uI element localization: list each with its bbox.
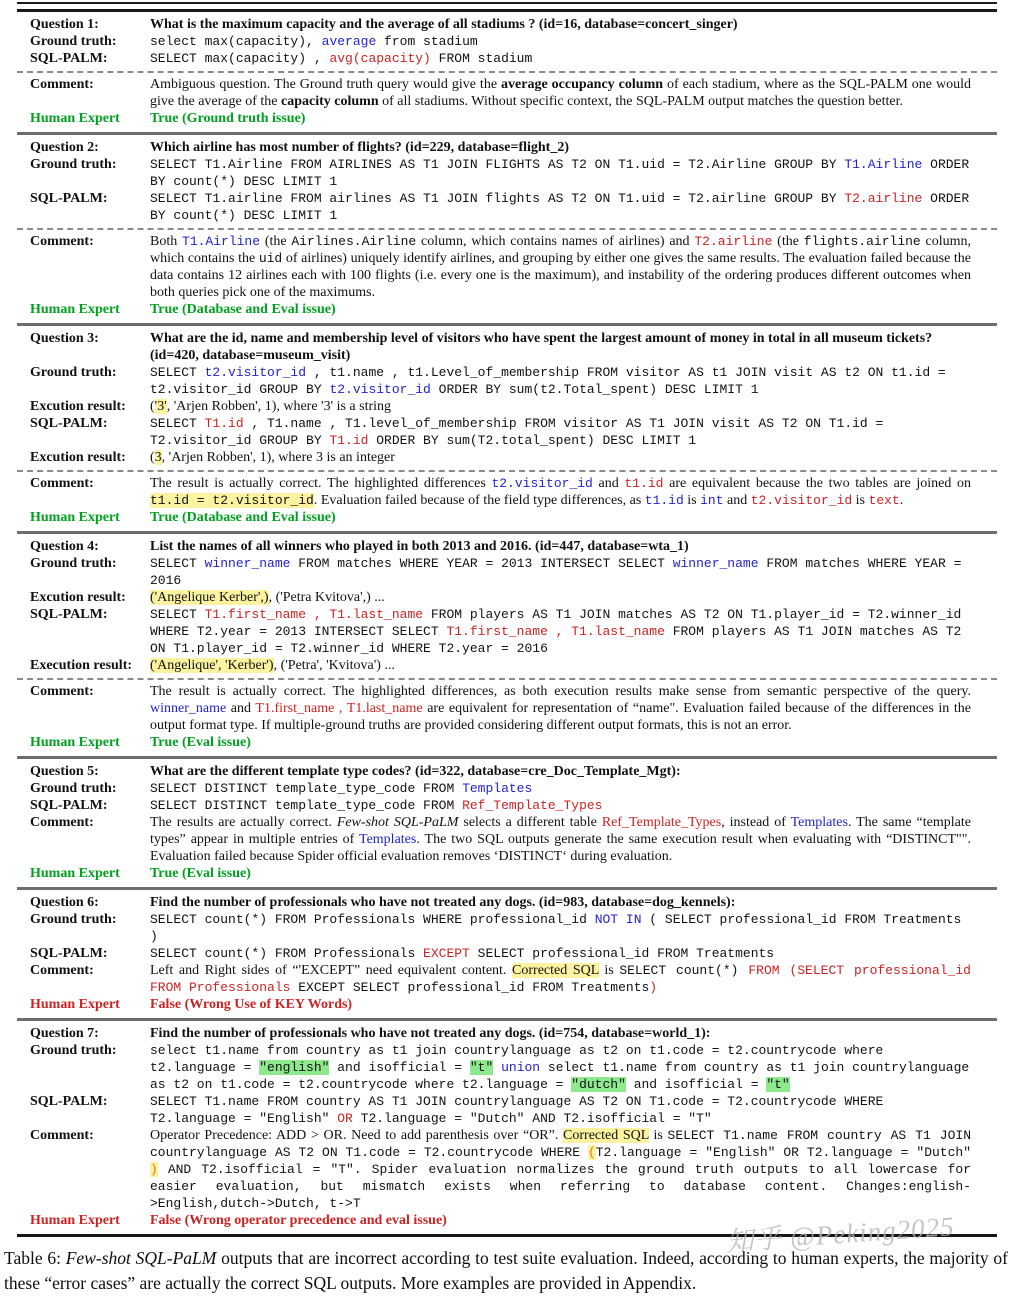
row-content [150, 449, 997, 466]
row-content [150, 301, 997, 318]
row-content [150, 780, 997, 797]
row-content [150, 233, 997, 301]
text-segment: SELECT [150, 607, 205, 622]
text-segment: winner_name [150, 701, 227, 716]
text-segment: SELECT professional_id FROM Treatments [469, 946, 775, 961]
table-top-rule [17, 2, 997, 12]
row-label: Comment: [30, 476, 94, 491]
row-label: SQL-PALM: [30, 51, 108, 66]
row-content [150, 763, 997, 780]
text-segment: T2.language = "English" OR T2.language = "Dutch" [595, 1145, 972, 1160]
row-label: SQL-PALM: [30, 607, 108, 622]
text-segment: ) [150, 1162, 158, 1177]
question-section [17, 12, 997, 132]
row-content [150, 398, 997, 415]
row-content [150, 364, 997, 398]
text-segment: . Evaluation failed because of the field type differences, as [313, 493, 645, 508]
table-body [17, 12, 997, 1234]
comment-row [17, 678, 997, 734]
row-content [150, 1042, 997, 1093]
text-segment: Templates [790, 815, 848, 830]
row-label: Ground truth: [30, 912, 117, 927]
comment-row [17, 1127, 997, 1212]
text-segment: flights.airline [803, 234, 921, 249]
text-segment: and isofficial = [625, 1077, 767, 1092]
comment-row [17, 470, 997, 509]
text-segment: '3' [154, 399, 167, 414]
text-segment: T2.language = "Dutch" AND T2.isofficial = "T" [352, 1111, 712, 1126]
text-segment: t1.id [644, 493, 684, 508]
text-segment: EXCEPT SELECT professional_id FROM Treatments [290, 980, 650, 995]
text-segment: of airlines) uniquely identify airlines, and grouping by either one gives the same results. The evaluation failed because the data contains 12 airlines each with 100 flights (i.e. every one is the maximum), and instability of the ordering produces different outcomes when both queries pick one of the maximums. [150, 251, 971, 300]
row-content [150, 734, 997, 751]
row-label: Comment: [30, 1128, 94, 1143]
text-segment: SELECT [150, 416, 205, 431]
text-segment: is [683, 493, 701, 508]
text-segment: union [501, 1060, 541, 1075]
text-segment: Which airline has most number of flights? (id=229, database=flight_2) [150, 140, 570, 155]
row-content [150, 589, 997, 606]
text-segment: t2.visitor_id [329, 382, 431, 397]
row-content [150, 865, 997, 882]
text-segment: What is the maximum capacity and the average of all stadiums ? (id=16, database=concert_singer) [150, 17, 738, 32]
ground-truth-row [17, 780, 997, 797]
ground-truth-row [17, 156, 997, 190]
text-segment: FROM matches WHERE YEAR = 2016 [150, 556, 962, 588]
row-content [150, 415, 997, 449]
row-label: Ground truth: [30, 34, 117, 49]
text-segment: True (Database and Eval issue) [150, 302, 336, 317]
text-segment: T2.airline [844, 191, 923, 206]
text-segment: SELECT DISTINCT template_type_code FROM [150, 798, 463, 813]
text-segment: , ('Petra Kvitova',) ... [268, 590, 385, 605]
row-content [150, 1025, 997, 1042]
text-segment: FROM stadium [430, 51, 533, 66]
text-segment: SELECT DISTINCT template_type_code FROM [150, 781, 463, 796]
text-segment: selects a different table [458, 815, 602, 830]
row-label: Excution result: [30, 590, 126, 605]
excution-result-row [17, 589, 997, 606]
text-segment: Find the number of professionals who have not treated any dogs. (id=983, database=dog_kennels): [150, 895, 736, 910]
text-segment: FROM players AS T1 JOIN matches AS T2 ON T1.player_id = T2.winner_id WHERE T2.year = 2016 [150, 624, 962, 656]
text-segment: SELECT count(*) [619, 963, 749, 978]
text-segment: Airlines.Airline [291, 234, 417, 249]
row-content [150, 797, 997, 814]
text-segment: ORDER BY count(*) DESC LIMIT 1 [150, 191, 970, 223]
text-segment: select t1.name from country as t1 join countrylanguage as t2 on t1.code = t2.countrycode where t2.language = [150, 1060, 970, 1092]
human-expert-row [17, 301, 997, 318]
text-segment: FROM (SELECT professional_id FROM Professionals [150, 963, 971, 995]
text-segment: SELECT [150, 556, 205, 571]
text-segment: average occupancy column [501, 77, 664, 92]
text-segment: , ('Petra', 'Kvitova') ... [273, 658, 395, 673]
row-content [150, 33, 997, 50]
text-segment: T1.Airline [182, 234, 261, 249]
row-label: SQL-PALM: [30, 191, 108, 206]
text-segment: are equivalent for representation of “name". Evaluation failed because of the differences in the output format type. If multiple-ground truths are provided considering different output formats, this is not an error. [150, 701, 972, 733]
question-6-row [17, 894, 997, 911]
text-segment: t2.visitor_id [204, 365, 307, 380]
text-segment: winner_name [672, 556, 759, 571]
row-label: Question 6: [30, 895, 99, 910]
question-1-row [17, 16, 997, 33]
text-segment: t1.id = t2.visitor_id [150, 493, 314, 508]
text-segment: . The same “template types” appear in multiple entries of [150, 815, 971, 847]
text-segment: (the [772, 234, 804, 249]
text-segment: What are the different template type codes? (id=322, database=cre_Doc_Template_Mgt): [150, 764, 681, 779]
text-segment: List the names of all winners who played in both 2013 and 2016. (id=447, database=wta_1) [150, 539, 689, 554]
human-expert-row [17, 1212, 997, 1229]
row-label: SQL-PALM: [30, 1094, 108, 1109]
comment-row [17, 71, 997, 110]
text-segment: Templates [359, 832, 417, 847]
text-segment: Corrected SQL [563, 1128, 649, 1143]
text-segment: is [598, 963, 620, 978]
human-expert-row [17, 996, 997, 1013]
text-segment: winner_name [204, 556, 291, 571]
text-segment: Operator Precedence: ADD > OR. Need to add parenthesis over “OR”. [150, 1128, 564, 1143]
question-section [17, 1018, 997, 1234]
row-content [150, 330, 997, 364]
text-segment: SELECT T1.name FROM country AS T1 JOIN countrylanguage AS T2 ON T1.code = T2.countrycode WHERE [150, 1128, 971, 1160]
text-segment: T1.id [204, 416, 244, 431]
row-label: Comment: [30, 815, 94, 830]
text-segment: is [648, 1128, 668, 1143]
text-segment: , 'Arjen Robben', 1), where 3 is an integer [161, 450, 395, 465]
row-content [150, 945, 997, 962]
text-segment: T1.Airline [844, 157, 923, 172]
text-segment: t2.visitor_id [750, 493, 853, 508]
text-segment: "english" [259, 1060, 330, 1075]
text-segment: outputs that are incorrect according to test suite evaluation. Indeed, according to human experts, the majority of these “error cases” are actually the correct SQL outputs. More examples are provided in Appendix. [4, 1248, 1009, 1293]
row-label: Ground truth: [30, 556, 117, 571]
text-segment [493, 1060, 501, 1075]
text-segment: capacity column [281, 94, 379, 109]
human-expert-row [17, 865, 997, 882]
row-content [150, 139, 997, 156]
excution-result-row [17, 398, 997, 415]
text-segment: FROM matches WHERE YEAR = 2013 INTERSECT SELECT [290, 556, 673, 571]
human-expert-row [17, 110, 997, 127]
text-segment: ('Angelique', 'Kerber') [150, 658, 274, 673]
row-content [150, 509, 997, 526]
row-content [150, 814, 997, 865]
row-content [150, 911, 997, 945]
row-content [150, 190, 997, 224]
text-segment: uid [258, 251, 283, 266]
comment-row [17, 962, 997, 996]
text-segment: "t" [766, 1077, 790, 1092]
text-segment: SELECT T1.airline FROM airlines AS T1 JOIN flights AS T2 ON T1.uid = T2.airline GROUP BY [150, 191, 845, 206]
text-segment: , t1.name , t1.Level_of_membership FROM visitor AS t1 JOIN visit AS t2 ON t1.id = t2.visitor_id GROUP BY [150, 365, 946, 397]
paper-page [0, 2, 1014, 1293]
row-content [150, 1212, 997, 1229]
text-segment: are equivalent because the two tables are joined on [663, 476, 972, 491]
text-segment: True (Database and Eval issue) [150, 510, 336, 525]
text-segment: ('Angelique Kerber',) [150, 590, 269, 605]
text-segment: ( [587, 1145, 596, 1160]
row-label: Human Expert [30, 111, 120, 126]
text-segment: Corrected SQL [512, 963, 599, 978]
text-segment: ( [150, 450, 155, 465]
text-segment: Templates [462, 781, 533, 796]
sql-palm-row [17, 415, 997, 449]
row-label: Human Expert [30, 510, 120, 525]
text-segment: SELECT count(*) FROM Professionals [150, 946, 424, 961]
row-label: Human Expert [30, 866, 120, 881]
text-segment: int [700, 493, 724, 508]
row-content [150, 657, 997, 674]
question-5-row [17, 763, 997, 780]
text-segment: AND T2.isofficial = "T". Spider evaluation normalizes the ground truth outputs to all lowercase for easier evaluation, but mismatch exists when referring to database content. Changes:english->English,dutch->Dutch, t->T [150, 1162, 971, 1211]
row-content [150, 76, 997, 110]
row-content [150, 894, 997, 911]
text-segment: and isofficial = [329, 1060, 470, 1075]
row-label: SQL-PALM: [30, 416, 108, 431]
row-content [150, 683, 997, 734]
ground-truth-row [17, 33, 997, 50]
text-segment: The result is actually correct. The highlighted differences [150, 476, 492, 491]
text-segment: SELECT [150, 365, 205, 380]
text-segment: and [723, 493, 751, 508]
text-segment: SELECT count(*) FROM Professionals WHERE professional_id [150, 912, 595, 927]
row-label: Ground truth: [30, 781, 117, 796]
text-segment: Few-shot SQL-PaLM [336, 815, 459, 830]
execution-result-row [17, 657, 997, 674]
text-segment: of all stadiums. Without specific context, the SQL-PALM output matches the question better. [378, 94, 903, 109]
row-content [150, 156, 997, 190]
row-label: Ground truth: [30, 157, 117, 172]
text-segment: . [899, 493, 904, 508]
row-label: Question 3: [30, 331, 99, 346]
row-label: Comment: [30, 77, 94, 92]
row-label: Excution result: [30, 399, 126, 414]
row-label: Execution result: [30, 658, 133, 673]
watermark: 知乎 @Peking2025 [725, 1211, 956, 1257]
row-label: Excution result: [30, 450, 126, 465]
text-segment: ORDER BY count(*) DESC LIMIT 1 [150, 157, 970, 189]
row-label: Ground truth: [30, 1043, 117, 1058]
text-segment: The results are actually correct. [150, 815, 337, 830]
text-segment: ORDER BY sum(t2.Total_spent) DESC LIMIT 1 [430, 382, 759, 397]
question-section [17, 756, 997, 887]
text-segment: Ambiguous question. The Ground truth query would give the [150, 77, 502, 92]
question-2-row [17, 139, 997, 156]
text-segment: column, which contains the [150, 234, 972, 266]
row-content [150, 606, 997, 657]
text-segment: . The two SQL outputs generate the same execution result when evaluating with “DISTINCT"". Evaluation failed because Spider official evaluation removes ‘DISTINCT‘ during evaluation. [150, 832, 971, 864]
text-segment: select t1.name from country as t1 join countrylanguage as t2 on t1.code = t2.countrycode where t2.language = [150, 1043, 884, 1075]
text-segment: T2.airline [694, 234, 773, 249]
row-content [150, 50, 997, 67]
text-segment: SELECT max(capacity) , [150, 51, 330, 66]
question-section [17, 887, 997, 1018]
text-segment: 3 [154, 450, 162, 465]
text-segment: True (Eval issue) [150, 866, 251, 881]
row-label: Question 7: [30, 1026, 99, 1041]
text-segment: Few-shot SQL-PaLM [65, 1248, 217, 1268]
row-label: Human Expert [30, 1213, 120, 1228]
text-segment: False (Wrong operator precedence and eval issue) [150, 1213, 447, 1228]
ground-truth-row [17, 1042, 997, 1093]
question-3-row [17, 330, 997, 364]
text-segment: Table 6: [4, 1248, 66, 1268]
text-segment: OR [337, 1111, 353, 1126]
text-segment: of each stadium, where as the SQL-PALM one would give the average of the [150, 77, 971, 109]
table-caption [4, 1246, 1008, 1296]
question-7-row [17, 1025, 997, 1042]
text-segment: and [226, 701, 256, 716]
text-segment: ) [649, 980, 658, 995]
sql-palm-row [17, 606, 997, 657]
row-label: Comment: [30, 963, 94, 978]
row-content [150, 110, 997, 127]
excution-result-row [17, 449, 997, 466]
ground-truth-row [17, 555, 997, 589]
row-label: Question 5: [30, 764, 99, 779]
row-label: Human Expert [30, 302, 120, 317]
text-segment: T1.first_name , T1.last_name [446, 624, 665, 639]
row-label: Comment: [30, 234, 94, 249]
comment-row [17, 814, 997, 865]
text-segment: , 'Arjen Robben', 1), where '3' is a string [166, 399, 392, 414]
row-content [150, 962, 997, 996]
text-segment: True (Ground truth issue) [150, 111, 306, 126]
text-segment: "t" [469, 1060, 494, 1075]
human-expert-row [17, 509, 997, 526]
row-label: Human Expert [30, 997, 120, 1012]
text-segment: Ref_Template_Types [462, 798, 603, 813]
text-segment: SELECT T1.Airline FROM AIRLINES AS T1 JOIN FLIGHTS AS T2 ON T1.uid = T2.Airline GROUP BY [150, 157, 845, 172]
row-content [150, 1093, 997, 1127]
row-content [150, 555, 997, 589]
ground-truth-row [17, 364, 997, 398]
row-label: SQL-PALM: [30, 946, 108, 961]
text-segment: column, which contains names of airlines) and [416, 234, 695, 249]
question-section [17, 531, 997, 756]
text-segment: , T1.name , T1.level_of_membership FROM visitor AS T1 JOIN visit AS T2 ON T1.id = T2.visitor_id GROUP BY [150, 416, 884, 448]
text-segment: Ref_Template_Types [601, 815, 722, 830]
text-segment: NOT IN [594, 912, 642, 927]
sql-palm-row [17, 50, 997, 67]
text-segment: T1.id [329, 433, 369, 448]
row-label: Human Expert [30, 735, 120, 750]
text-segment: text [868, 493, 900, 508]
question-4-row [17, 538, 997, 555]
text-segment: Left and Right sides of “'EXCEPT” need equivalent content. [150, 963, 513, 978]
sql-palm-row [17, 797, 997, 814]
text-segment: is [852, 493, 869, 508]
row-label: Ground truth: [30, 365, 117, 380]
human-expert-row [17, 734, 997, 751]
text-segment: average [321, 34, 377, 49]
ground-truth-row [17, 911, 997, 945]
text-segment: T1.first_name , T1.last_name [204, 607, 424, 622]
text-segment: and [592, 476, 625, 491]
text-segment: The result is actually correct. The highlighted differences, as both execution results make sense from semantic perspective of the query. [150, 684, 971, 699]
text-segment: False (Wrong Use of KEY Words) [150, 997, 353, 1012]
row-label: SQL-PALM: [30, 798, 108, 813]
text-segment: (the [260, 234, 292, 249]
text-segment: What are the id, name and membership level of visitors who have spent the largest amount of money in total in all museum tickets? (id=420, database=museum_visit) [150, 331, 933, 363]
row-label: Question 2: [30, 140, 99, 155]
text-segment: Find the number of professionals who have not treated any dogs. (id=754, database=world_1): [150, 1026, 711, 1041]
text-segment: T1.first_name , T1.last_name [255, 701, 423, 716]
text-segment: , instead of [721, 815, 791, 830]
text-segment: avg(capacity) [329, 51, 431, 66]
text-segment: from stadium [376, 34, 478, 49]
text-segment: ( [150, 399, 155, 414]
results-table [17, 2, 997, 1237]
text-segment: Both [150, 234, 183, 249]
row-content [150, 996, 997, 1013]
row-label: Question 4: [30, 539, 99, 554]
text-segment: t2.visitor_id [491, 476, 593, 491]
text-segment: FROM players AS T1 JOIN matches AS T2 ON T1.player_id = T2.winner_id WHERE T2.year = 2013 INTERSECT SELECT [150, 607, 962, 639]
row-content [150, 1127, 997, 1212]
sql-palm-row [17, 945, 997, 962]
text-segment: select max(capacity), [150, 34, 322, 49]
row-label: Question 1: [30, 17, 99, 32]
comment-row [17, 228, 997, 301]
row-content [150, 16, 997, 33]
sql-palm-row [17, 1093, 997, 1127]
text-segment: EXCEPT [423, 946, 470, 961]
text-segment: True (Eval issue) [150, 735, 251, 750]
text-segment: "dutch" [571, 1077, 626, 1092]
row-content [150, 538, 997, 555]
text-segment: ORDER BY sum(T2.total_spent) DESC LIMIT 1 [368, 433, 697, 448]
text-segment: t1.id [624, 476, 664, 491]
row-label: Comment: [30, 684, 94, 699]
question-section [17, 323, 997, 531]
question-section [17, 132, 997, 323]
row-content [150, 475, 997, 509]
text-segment: SELECT T1.name FROM country AS T1 JOIN countrylanguage AS T2 ON T1.code = T2.countrycode WHERE T2.language = "English" [150, 1094, 884, 1126]
sql-palm-row [17, 190, 997, 224]
text-segment: ( SELECT professional_id FROM Treatments ) [150, 912, 962, 944]
